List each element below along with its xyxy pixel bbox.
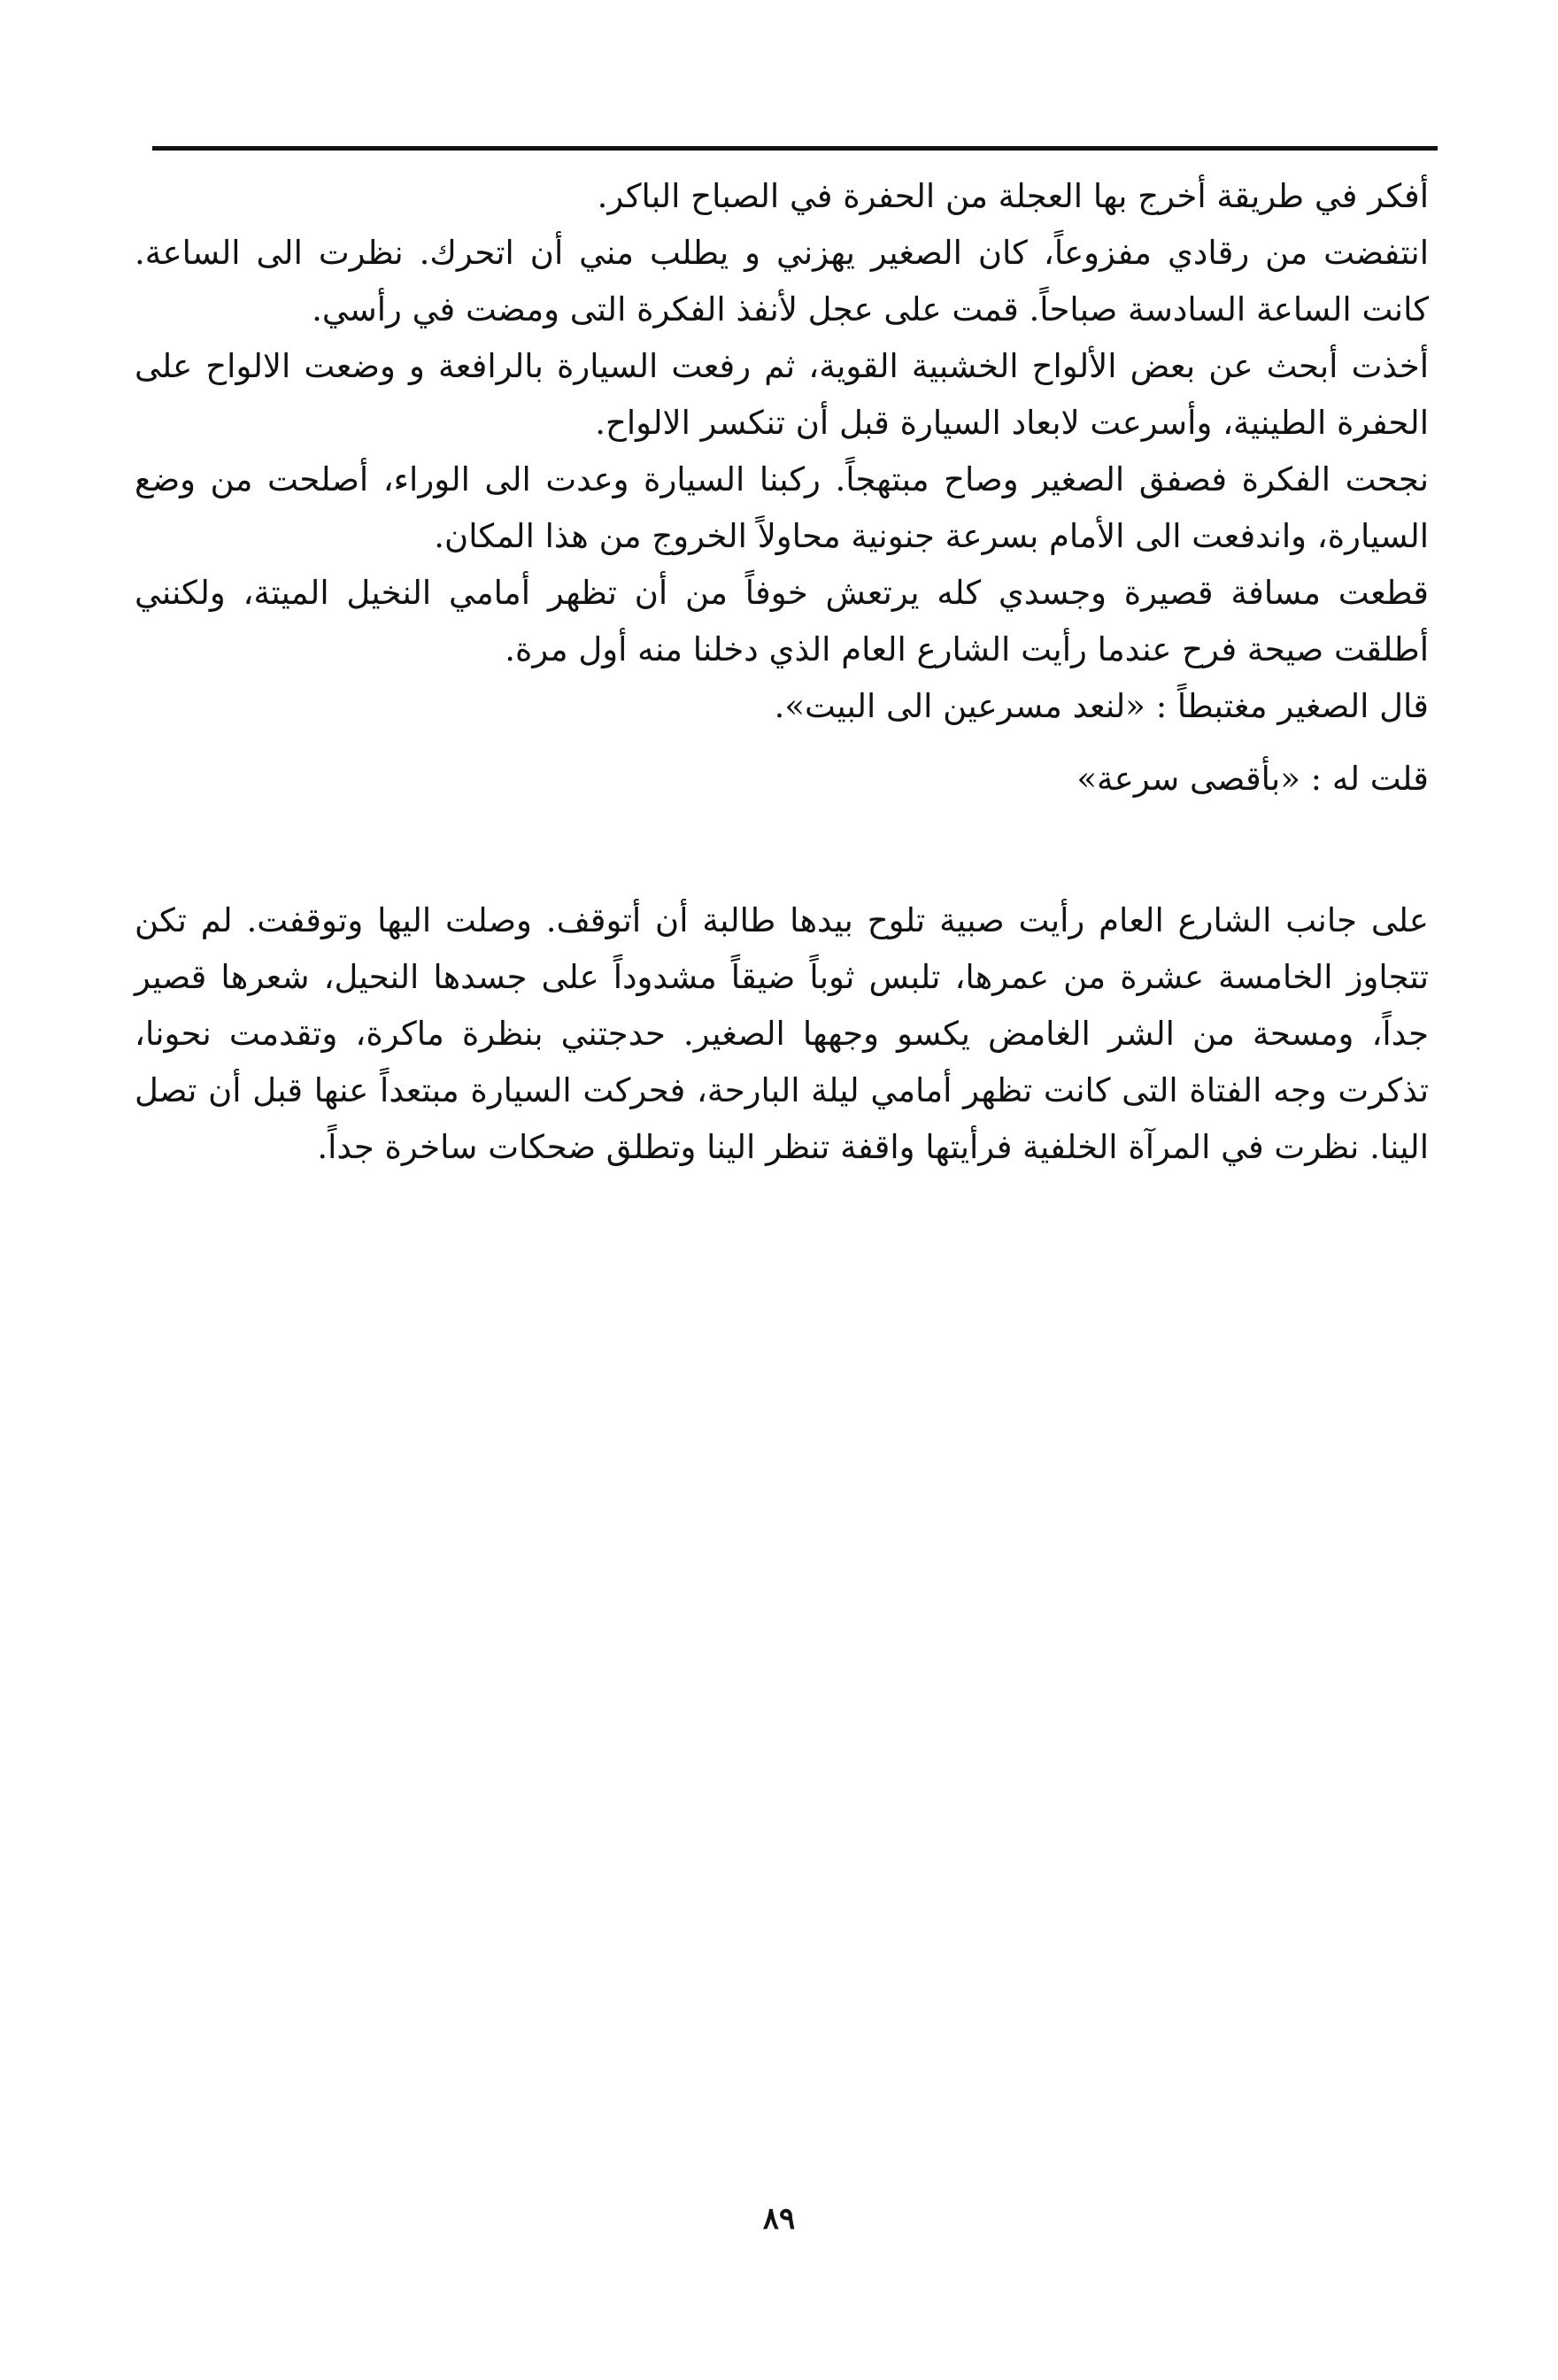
dialogue-line-2: قلت له : «بأقصى سرعة» [1076, 760, 1429, 798]
top-horizontal-rule [152, 146, 1438, 151]
lower-text-block [135, 892, 1429, 1176]
paragraph-2: انتفضت من رقادي مفزوعاً، كان الصغير يهزني و يطلب مني أن اتحرك. نظرت الى الساعة. كانت الساعة السادسة صباحاً. قمت على عجل لأنفذ الفكرة التى ومضت في رأسي. [135, 234, 1429, 328]
upper-text-block [135, 168, 1429, 808]
paragraph-4: نجحت الفكرة فصفق الصغير وصاح مبتهجاً. ركبنا السيارة وعدت الى الوراء، أصلحت من وضع السيارة، واندفعت الى الأمام بسرعة جنونية محاولاً الخروج من هذا المكان. [135, 460, 1429, 555]
paragraph-5: قطعت مسافة قصيرة وجسدي كله يرتعش خوفاً من أن تظهر أمامي النخيل الميتة، ولكنني أطلقت صيحة فرح عندما رأيت الشارع العام الذي دخلنا منه أول مرة. [135, 574, 1429, 668]
dialogue-line-1: قال الصغير مغتبطاً : «لنعد مسرعين الى البيت». [774, 687, 1429, 725]
paragraph-1: أفكر في طريقة أخرج بها العجلة من الحفرة في الصباح الباكر. [597, 177, 1429, 215]
paragraph-3: أخذت أبحث عن بعض الألواح الخشبية القوية، ثم رفعت السيارة بالرافعة و وضعت الالواح على الحفرة الطينية، وأسرعت لابعاد السيارة قبل أن تنكسر الالواح. [135, 347, 1429, 442]
page-number: ٨٩ [762, 2201, 796, 2237]
paragraph-6: على جانب الشارع العام رأيت صبية تلوح بيدها طالبة أن أتوقف. وصلت اليها وتوقفت. لم تكن تتجاوز الخامسة عشرة من عمرها، تلبس ثوباً ضيقاً مشدوداً على جسدها النحيل، شعرها قصير جداً، ومسحة من الشر الغامض يكسو وجهها الصغير. حدجتني بنظرة ماكرة، وتقدمت نحونا، تذكرت وجه الفتاة التى كانت تظهر أمامي ليلة البارحة، فحركت السيارة مبتعداً عنها قبل أن تصل الينا. نظرت في المرآة الخلفية فرأيتها واقفة تنظر الينا وتطلق ضحكات ساخرة جداً. [135, 901, 1429, 1166]
